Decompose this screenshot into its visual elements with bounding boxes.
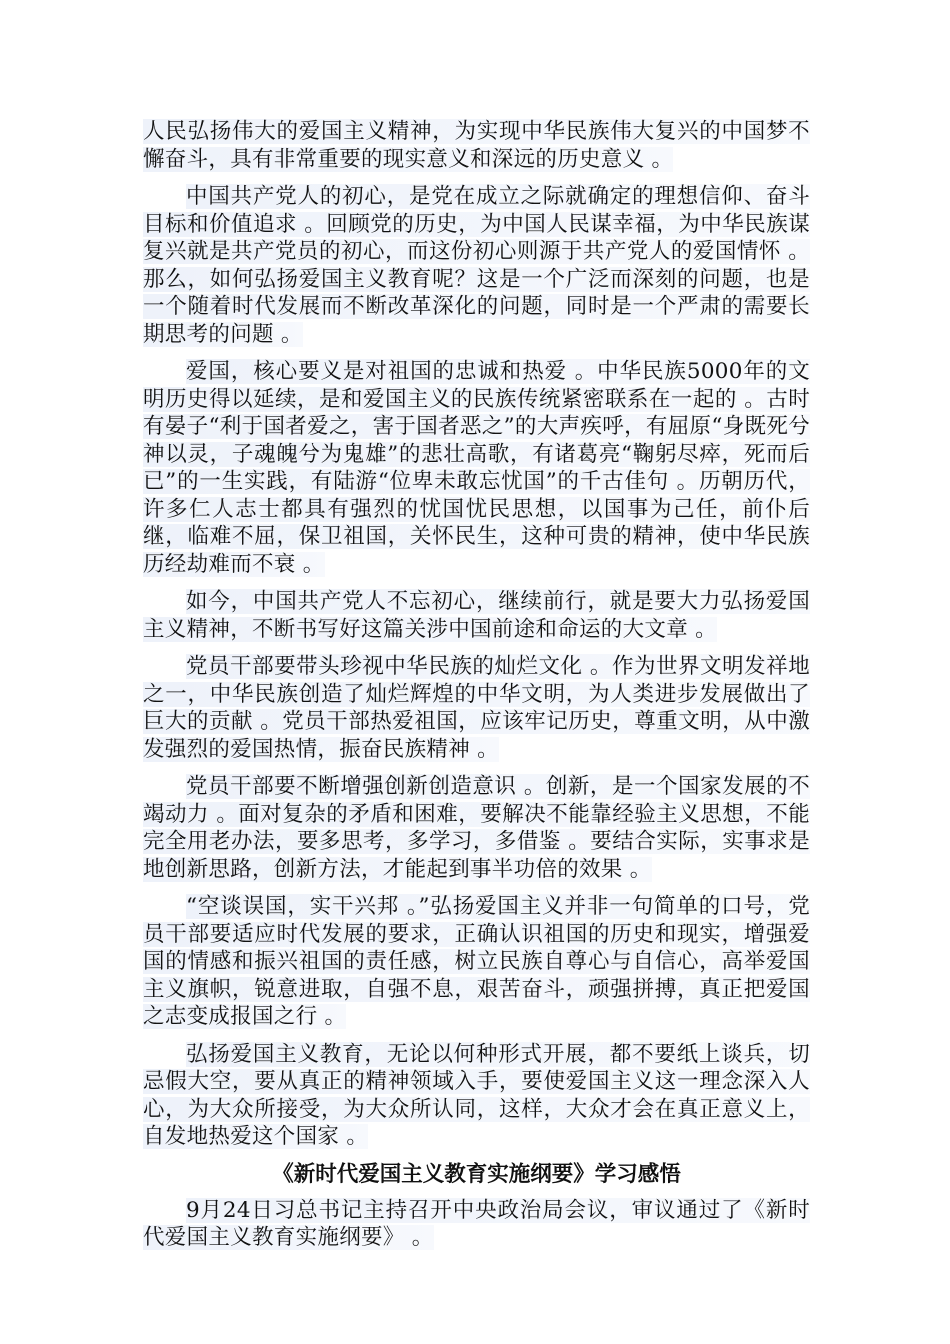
paragraph-3-text: 爱国，核心要义是对祖国的忠诚和热爱 。中华民族5000年的文明历史得以延续，是和爱国主义的民族传统紧密联系在一起的 。古时有晏子“利于国者爱之，害于国者恶之”的大声疾呼，有屈原“身既死兮神以灵，子魂魄兮为鬼雄”的悲壮高歌，有诸葛亮“鞠躬尽瘁，死而后已”的一生实践，有陆游“位卑未敢忘忧国”的千古佳句 。历朝历代，许多仁人志士都具有强烈的忧国忧民思想，以国事为己任，前仆后继，临难不屈，保卫祖国，关怀民生，这种可贵的精神，使中华民族历经劫难而不衰 。 (143, 359, 810, 577)
paragraph-6 (143, 773, 810, 883)
paragraph-4-text: 如今，中国共产党人不忘初心，继续前行，就是要大力弘扬爱国主义精神，不断书写好这篇关涉中国前途和命运的大文章 。 (143, 589, 810, 642)
paragraph-2 (143, 183, 810, 348)
paragraph-6-text: 党员干部要不断增强创新创造意识 。创新，是一个国家发展的不竭动力 。面对复杂的矛盾和困难，要解决不能靠经验主义思想，不能完全用老办法，要多思考，多学习，多借鉴 。要结合实际，实事求是地创新思路，创新方法，才能起到事半功倍的效果 。 (143, 774, 810, 882)
paragraph-7 (143, 893, 810, 1031)
paragraph-3 (143, 358, 810, 578)
paragraph-2-text: 中国共产党人的初心，是党在成立之际就确定的理想信仰、奋斗目标和价值追求 。回顾党的历史，为中国人民谋幸福，为中华民族谋复兴就是共产党员的初心，而这份初心则源于共产党人的爱国情怀 。那么，如何弘扬爱国主义教育呢？这是一个广泛而深刻的问题，也是一个随着时代发展而不断改革深化的问题，同时是一个严肃的需要长期思考的问题 。 (143, 184, 810, 347)
paragraph-7-text: “空谈误国，实干兴邦 。”弘扬爱国主义并非一句简单的口号，党员干部要适应时代发展的要求，正确认识祖国的历史和现实，增强爱国的情感和振兴祖国的责任感，树立民族自尊心与自信心，高举爱国主义旗帜，锐意进取，自强不息，艰苦奋斗，顽强拼搏，真正把爱国之志变成报国之行 。 (143, 894, 810, 1029)
paragraph-8 (143, 1041, 810, 1151)
section-title: 《新时代爱国主义教育实施纲要》学习感悟 (272, 1161, 681, 1187)
paragraph-5-text: 党员干部要带头珍视中华民族的灿烂文化 。作为世界文明发祥地之一，中华民族创造了灿烂辉煌的中华文明，为人类进步发展做出了巨大的贡献 。党员干部热爱祖国，应该牢记历史，尊重文明，从中激发强烈的爱国热情，振奋民族精神 。 (143, 654, 810, 762)
section-paragraph-1 (143, 1197, 810, 1252)
paragraph-8-text: 弘扬爱国主义教育，无论以何种形式开展，都不要纸上谈兵，切忌假大空，要从真正的精神领域入手，要使爱国主义这一理念深入人心，为大众所接受，为大众所认同，这样，大众才会在真正意义上，自发地热爱这个国家 。 (143, 1041, 810, 1149)
section-paragraph-1-text: 9月24日习总书记主持召开中央政治局会议，审议通过了《新时代爱国主义教育实施纲要》 。 (143, 1197, 810, 1250)
paragraph-1-text: 人民弘扬伟大的爱国主义精神，为实现中华民族伟大复兴的中国梦不懈奋斗，具有非常重要的现实意义和深远的历史意义 。 (143, 119, 810, 172)
paragraph-1 (143, 118, 810, 173)
paragraph-5 (143, 653, 810, 763)
paragraph-4 (143, 588, 810, 643)
